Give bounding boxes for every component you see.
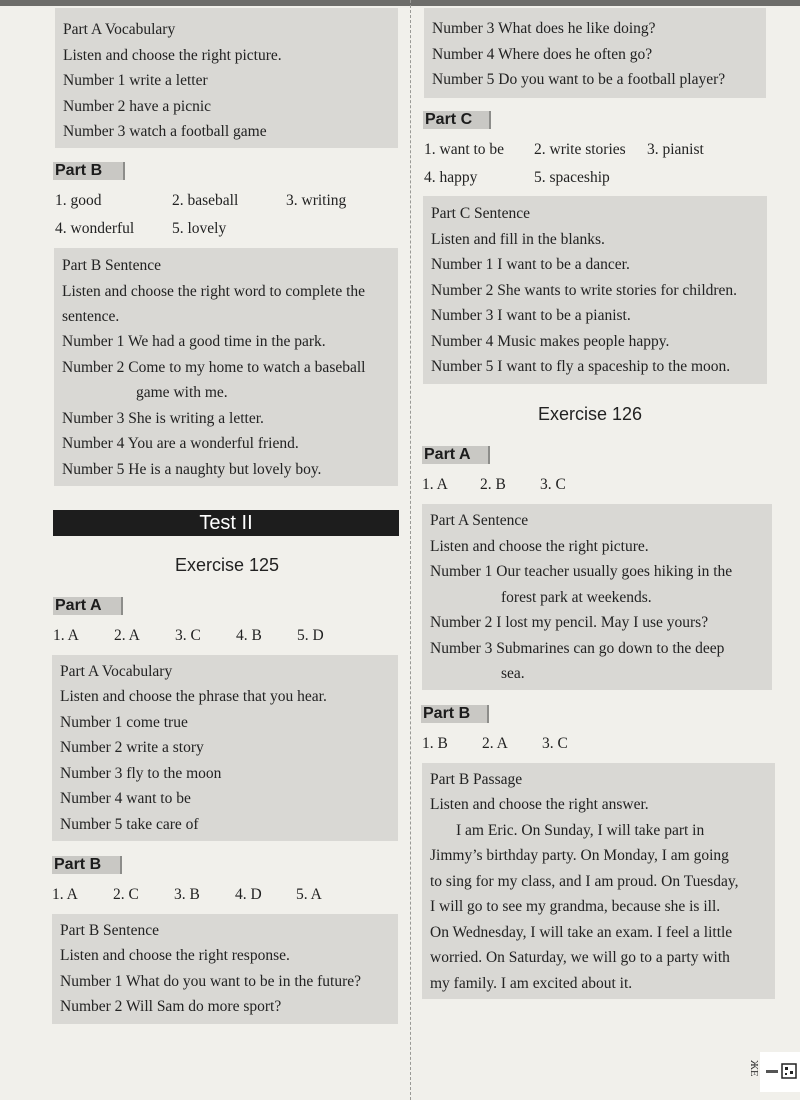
box-line: worried. On Saturday, we will go to a party with [430, 949, 730, 966]
box-line: Number 2 have a picnic [63, 98, 212, 115]
box-line: my family. I am excited about it. [430, 975, 633, 992]
box-line: Number 5 I want to fly a spaceship to the moon. [431, 358, 731, 375]
answer: 5. lovely [172, 220, 227, 237]
answer: 2. A [482, 735, 508, 752]
part-c-header: Part C [423, 111, 491, 129]
answer: 3. C [540, 476, 566, 493]
box-line: Number 4 want to be [60, 790, 191, 807]
qr-code-icon [760, 1052, 800, 1092]
box-line: Number 3 Submarines can go down to the deep [430, 640, 725, 657]
box-line: Number 4 Where does he often go? [432, 46, 653, 63]
box-line: Number 5 He is a naughty but lovely boy. [62, 461, 322, 478]
box-line: Number 4 You are a wonderful friend. [62, 435, 299, 452]
box-line: Number 1 Our teacher usually goes hiking in the [430, 563, 733, 580]
box-line: Part C Sentence [431, 205, 531, 222]
answer: 2. C [113, 886, 139, 903]
answer: 3. B [174, 886, 200, 903]
answer: 3. C [542, 735, 568, 752]
answer: 4. B [236, 627, 262, 644]
box-line: Number 4 Music makes people happy. [431, 333, 670, 350]
answer: 1. A [53, 627, 79, 644]
box-line: Number 2 write a story [60, 739, 204, 756]
answer: 2. baseball [172, 192, 239, 209]
exercise-title: Exercise 126 [538, 404, 643, 424]
box-line: Number 3 watch a football game [63, 123, 267, 140]
part-b-sentence-box [52, 914, 398, 1024]
answer: 5. spaceship [534, 169, 610, 186]
box-line: Part B Sentence [62, 257, 162, 274]
box-line: Listen and choose the right response. [60, 947, 290, 964]
answer: 1. B [422, 735, 448, 752]
box-line: sentence. [62, 308, 120, 325]
box-line: Number 1 What do you want to be in the future? [60, 973, 362, 990]
answer: 3. writing [286, 192, 347, 209]
answer: 1. want to be [424, 141, 505, 158]
answer: 4. D [235, 886, 262, 903]
exercise-title: Exercise 125 [175, 555, 280, 575]
answer: 5. A [296, 886, 322, 903]
box-line: Number 3 What does he like doing? [432, 20, 656, 37]
left-top-box [55, 8, 398, 148]
column-divider [410, 0, 411, 1100]
box-line: Number 5 Do you want to be a football player? [432, 71, 726, 88]
box-line: Number 3 fly to the moon [60, 765, 222, 782]
answer: 2. B [480, 476, 506, 493]
part-b-passage-box [422, 763, 775, 999]
box-line: I will go to see my grandma, because she is ill. [430, 898, 721, 915]
box-line: Number 1 come true [60, 714, 188, 731]
box-line: Listen and choose the phrase that you hear. [60, 688, 327, 705]
answer: 4. happy [424, 169, 478, 186]
part-a-vocabulary-box [52, 655, 398, 841]
answer: 4. wonderful [55, 220, 135, 237]
answer: 3. pianist [647, 141, 704, 158]
answer: 2. A [114, 627, 140, 644]
right-top-box [424, 8, 766, 98]
part-b-header: Part B [53, 162, 125, 180]
box-line: Listen and choose the right answer. [430, 796, 649, 813]
box-line: Listen and choose the right word to complete the [62, 283, 366, 300]
box-line: sea. [501, 665, 525, 682]
box-line: Listen and choose the right picture. [63, 47, 282, 64]
box-line: I am Eric. On Sunday, I will take part in [456, 822, 705, 839]
part-c-sentence-box [423, 196, 767, 384]
part-b-header: Part B [52, 856, 122, 874]
part-b-header: Part B [421, 705, 489, 723]
answer: 3. C [175, 627, 201, 644]
answer: 2. write stories [534, 141, 626, 158]
corner-mark: ЖЕ [748, 1060, 760, 1077]
box-line: Number 3 I want to be a pianist. [431, 307, 631, 324]
box-line: Number 2 Come to my home to watch a baseball [62, 359, 366, 376]
answer: 1. A [52, 886, 78, 903]
box-line: Number 5 take care of [60, 816, 199, 833]
top-edge [0, 0, 800, 6]
box-line: Part A Sentence [430, 512, 529, 529]
box-line: Listen and choose the right picture. [430, 538, 649, 555]
part-a-header: Part A [53, 597, 123, 615]
box-line: Listen and fill in the blanks. [431, 231, 605, 248]
box-line: forest park at weekends. [501, 589, 652, 606]
answer: 1. good [55, 192, 102, 209]
test-title: Test II [53, 510, 399, 536]
box-line: Number 2 Will Sam do more sport? [60, 998, 282, 1015]
box-line: Number 2 I lost my pencil. May I use yours? [430, 614, 709, 631]
box-line: to sing for my class, and I am proud. On Tuesday, [430, 873, 739, 890]
answer: 1. A [422, 476, 448, 493]
box-line: Part B Sentence [60, 922, 160, 939]
box-line: Number 1 write a letter [63, 72, 208, 89]
box-line: game with me. [136, 384, 228, 401]
box-line: Number 1 We had a good time in the park. [62, 333, 326, 350]
part-a-header: Part A [422, 446, 490, 464]
box-line: Part A Vocabulary [60, 663, 173, 680]
box-line: On Wednesday, I will take an exam. I feel a little [430, 924, 733, 941]
answer: 5. D [297, 627, 324, 644]
box-line: Number 3 She is writing a letter. [62, 410, 264, 427]
box-line: Part A Vocabulary [63, 21, 176, 38]
box-line: Number 2 She wants to write stories for children. [431, 282, 738, 299]
part-b-sentence-box [54, 248, 398, 486]
part-a-sentence-box [422, 504, 772, 690]
box-line: Part B Passage [430, 771, 523, 788]
box-line: Number 1 I want to be a dancer. [431, 256, 630, 273]
box-line: Jimmy’s birthday party. On Monday, I am going [430, 847, 729, 864]
